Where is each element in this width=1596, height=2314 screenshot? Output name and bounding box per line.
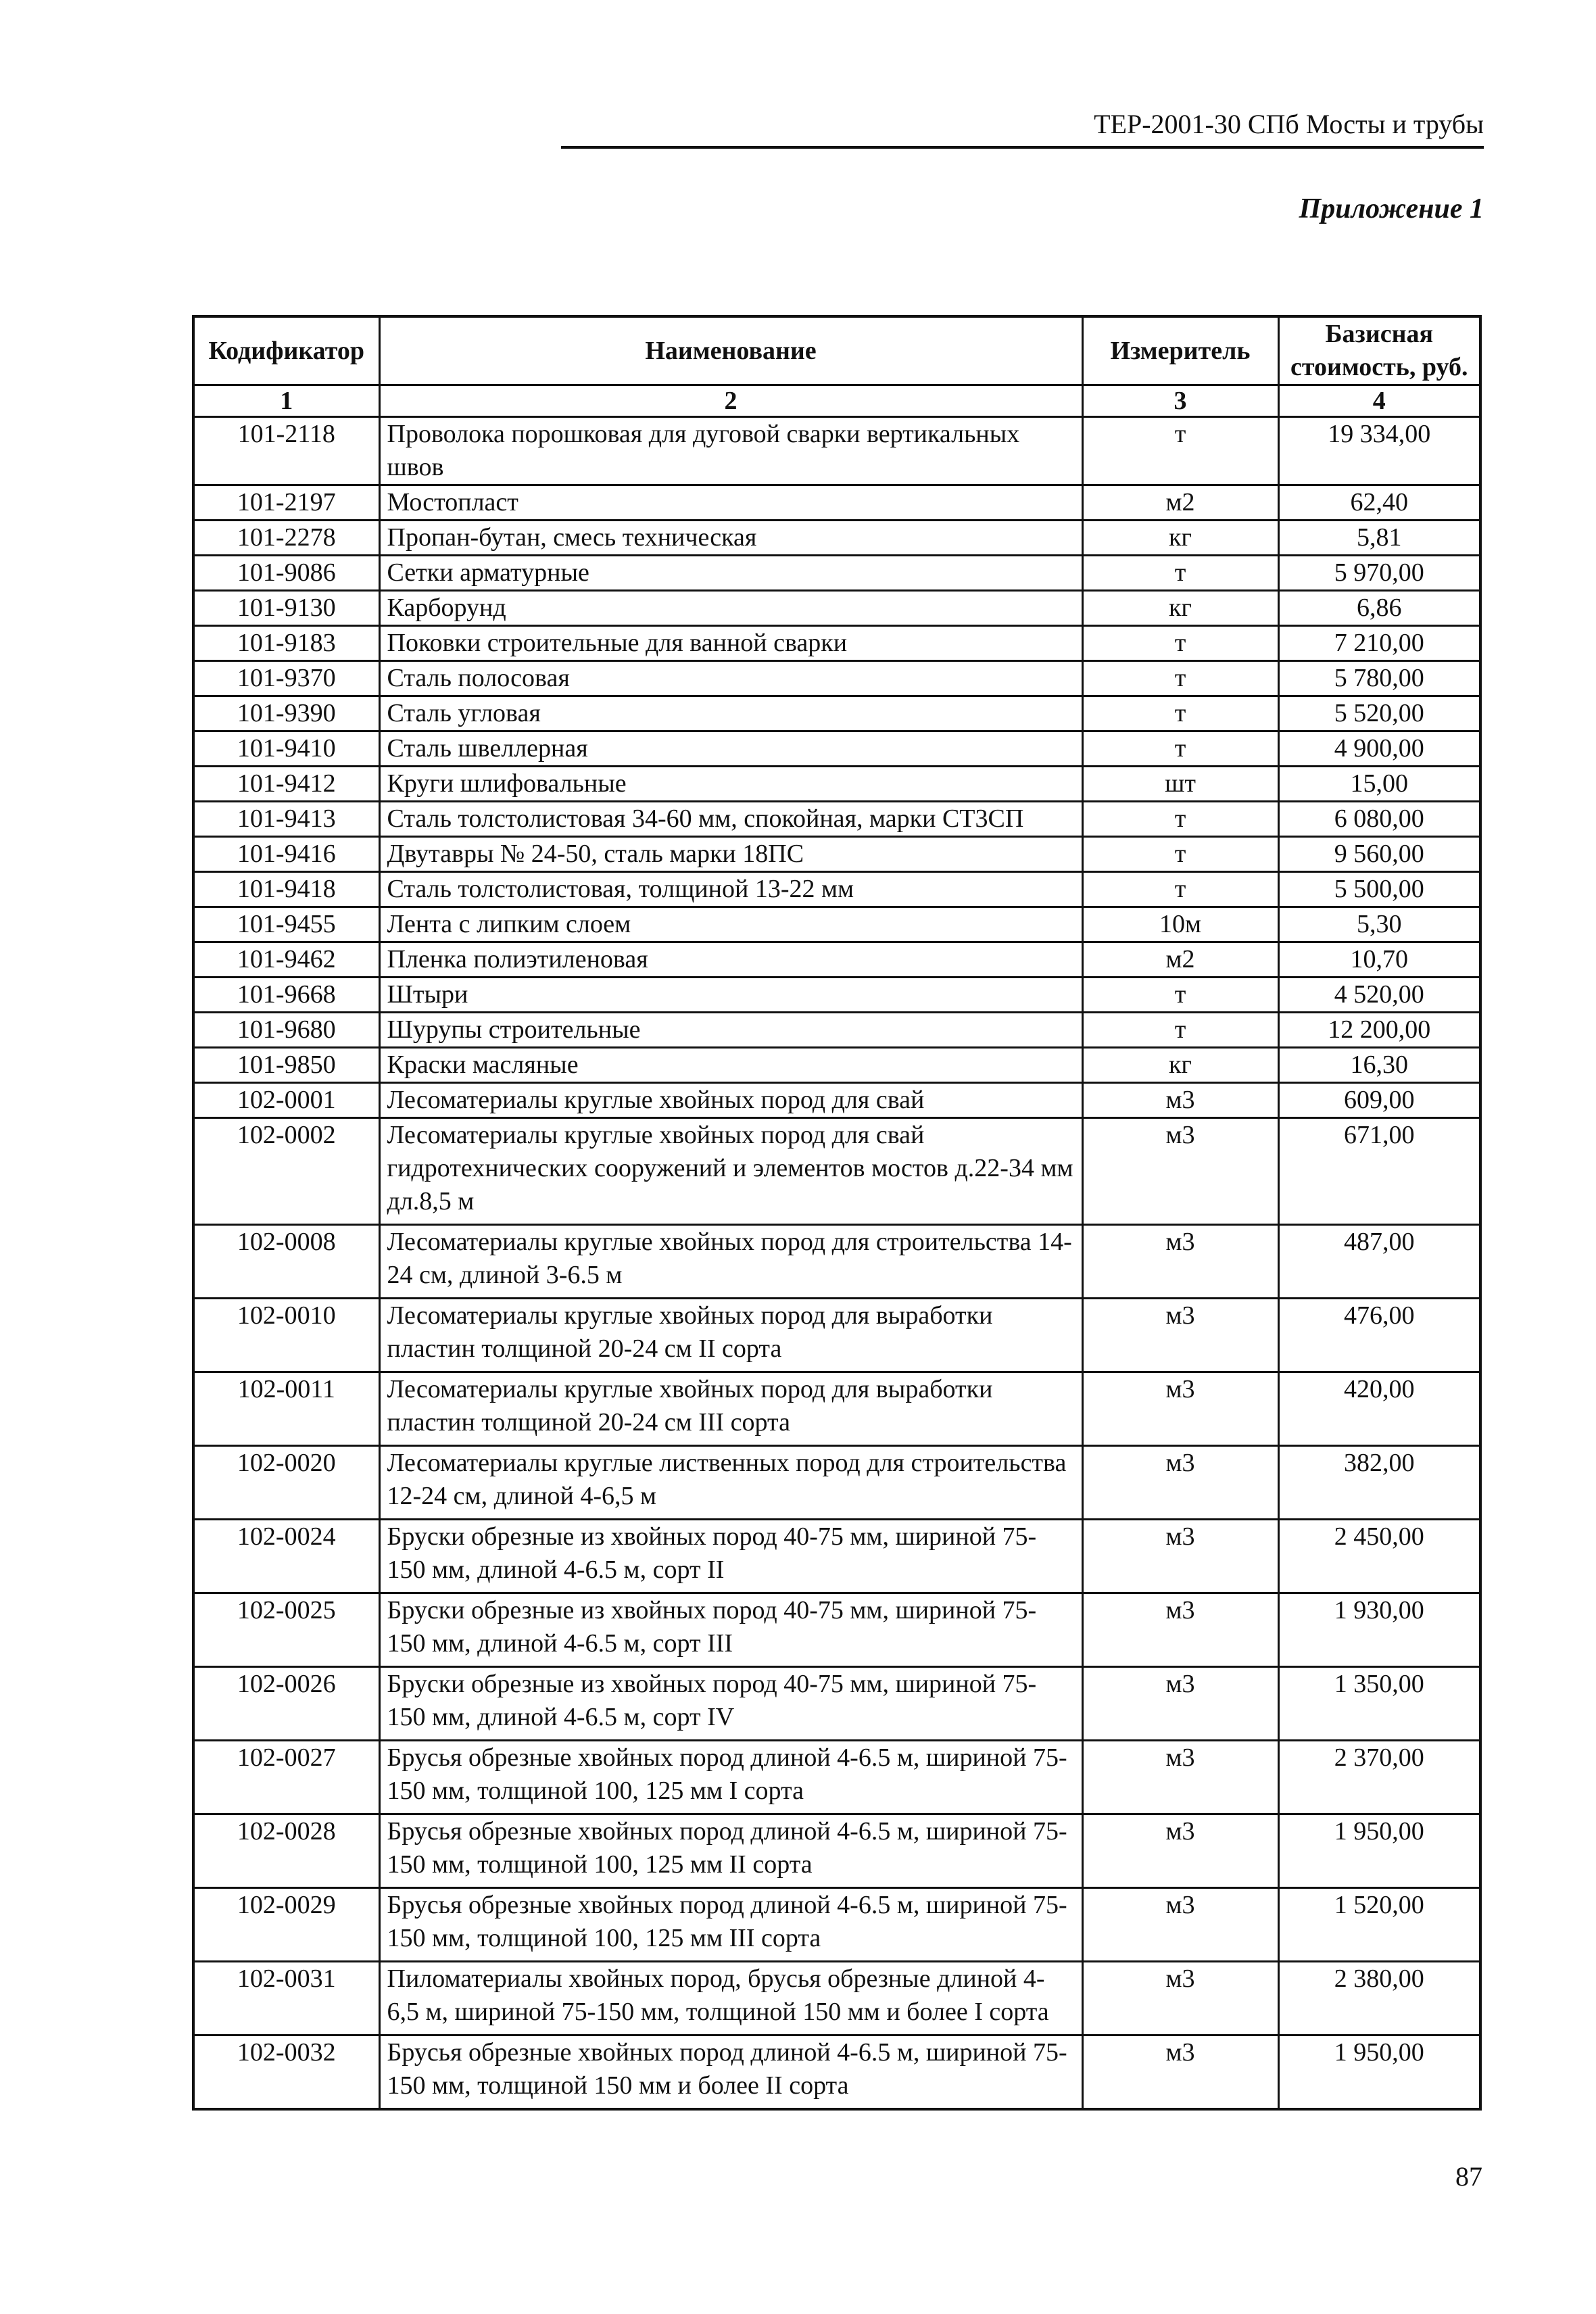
- table-row: [193, 1083, 1480, 1118]
- table-row: [193, 1048, 1480, 1083]
- code-cell: 101-9668: [193, 978, 379, 1013]
- price-cell: 5,30: [1278, 907, 1480, 942]
- name-cell: Бруски обрезные из хвойных пород 40-75 мм, шириной 75-150 мм, длиной 4-6.5 м, сорт III: [379, 1593, 1082, 1667]
- table-row: [193, 872, 1480, 907]
- code-cell: 101-9410: [193, 731, 379, 767]
- code-cell: 101-9462: [193, 942, 379, 978]
- name-cell: Проволока порошковая для дуговой сварки вертикальных швов: [379, 417, 1082, 485]
- price-cell: 420,00: [1278, 1372, 1480, 1446]
- unit-cell: кг: [1082, 521, 1278, 556]
- column-number: 4: [1278, 385, 1480, 417]
- code-cell: 101-9680: [193, 1013, 379, 1048]
- name-cell: Бруски обрезные из хвойных пород 40-75 мм, шириной 75-150 мм, длиной 4-6.5 м, сорт IV: [379, 1667, 1082, 1741]
- price-cell: 5 780,00: [1278, 661, 1480, 696]
- name-cell: Лесоматериалы круглые хвойных пород для свай: [379, 1083, 1082, 1118]
- code-cell: 102-0032: [193, 2035, 379, 2110]
- unit-cell: т: [1082, 872, 1278, 907]
- price-cell: 487,00: [1278, 1225, 1480, 1299]
- price-cell: 2 450,00: [1278, 1520, 1480, 1593]
- column-number: 2: [379, 385, 1082, 417]
- price-cell: 1 950,00: [1278, 1814, 1480, 1888]
- code-cell: 102-0027: [193, 1741, 379, 1814]
- price-cell: 476,00: [1278, 1299, 1480, 1372]
- name-cell: Брусья обрезные хвойных пород длиной 4-6.5 м, шириной 75-150 мм, толщиной 100, 125 мм III сорта: [379, 1888, 1082, 1962]
- code-cell: 101-9455: [193, 907, 379, 942]
- name-cell: Поковки строительные для ванной сварки: [379, 626, 1082, 661]
- column-number-row: [193, 385, 1480, 417]
- name-cell: Карборунд: [379, 591, 1082, 626]
- code-cell: 102-0031: [193, 1962, 379, 2035]
- code-cell: 101-9130: [193, 591, 379, 626]
- table-row: [193, 837, 1480, 872]
- price-cell: 4 900,00: [1278, 731, 1480, 767]
- table-row: [193, 1962, 1480, 2035]
- unit-cell: м3: [1082, 1225, 1278, 1299]
- table-row: [193, 1372, 1480, 1446]
- price-cell: 1 950,00: [1278, 2035, 1480, 2110]
- table-body: [193, 417, 1480, 2110]
- unit-cell: т: [1082, 696, 1278, 731]
- price-cell: 12 200,00: [1278, 1013, 1480, 1048]
- unit-cell: м3: [1082, 1667, 1278, 1741]
- code-cell: 102-0008: [193, 1225, 379, 1299]
- table-row: [193, 802, 1480, 837]
- column-header-price: Базисная стоимость, руб.: [1278, 316, 1480, 385]
- unit-cell: м3: [1082, 1888, 1278, 1962]
- document-title: ТЕР-2001-30 СПб Мосты и трубы: [1094, 109, 1484, 139]
- unit-cell: кг: [1082, 1048, 1278, 1083]
- name-cell: Лесоматериалы круглые хвойных пород для выработки пластин толщиной 20-24 см III сорта: [379, 1372, 1082, 1446]
- table-row: [193, 696, 1480, 731]
- price-cell: 671,00: [1278, 1118, 1480, 1225]
- price-cell: 5 970,00: [1278, 556, 1480, 591]
- table-row: [193, 1225, 1480, 1299]
- price-cell: 5 500,00: [1278, 872, 1480, 907]
- name-cell: Лесоматериалы круглые хвойных пород для выработки пластин толщиной 20-24 см II сорта: [379, 1299, 1082, 1372]
- table-row: [193, 626, 1480, 661]
- price-cell: 10,70: [1278, 942, 1480, 978]
- unit-cell: м3: [1082, 2035, 1278, 2110]
- price-cell: 62,40: [1278, 485, 1480, 521]
- unit-cell: т: [1082, 556, 1278, 591]
- price-cell: 1 520,00: [1278, 1888, 1480, 1962]
- table-row: [193, 591, 1480, 626]
- name-cell: Пиломатериалы хвойных пород, брусья обрезные длиной 4-6,5 м, шириной 75-150 мм, толщиной 150 мм и более I сорта: [379, 1962, 1082, 2035]
- name-cell: Штыри: [379, 978, 1082, 1013]
- price-cell: 1 930,00: [1278, 1593, 1480, 1667]
- name-cell: Сталь толстолистовая 34-60 мм, спокойная, марки СТ3СП: [379, 802, 1082, 837]
- column-header-unit: Измеритель: [1082, 316, 1278, 385]
- table-row: [193, 1520, 1480, 1593]
- name-cell: Краски масляные: [379, 1048, 1082, 1083]
- price-table: [192, 315, 1482, 2111]
- code-cell: 101-9370: [193, 661, 379, 696]
- table-row: [193, 731, 1480, 767]
- price-cell: 609,00: [1278, 1083, 1480, 1118]
- name-cell: Брусья обрезные хвойных пород длиной 4-6.5 м, шириной 75-150 мм, толщиной 150 мм и более II сорта: [379, 2035, 1082, 2110]
- price-cell: 6 080,00: [1278, 802, 1480, 837]
- table-row: [193, 1814, 1480, 1888]
- appendix-label: Приложение 1: [1299, 193, 1484, 224]
- price-cell: 9 560,00: [1278, 837, 1480, 872]
- price-table-container: [192, 315, 1479, 2111]
- table-row: [193, 661, 1480, 696]
- unit-cell: м2: [1082, 942, 1278, 978]
- name-cell: Сетки арматурные: [379, 556, 1082, 591]
- document-header: [561, 108, 1484, 149]
- unit-cell: м3: [1082, 1741, 1278, 1814]
- column-number: 1: [193, 385, 379, 417]
- name-cell: Лента с липким слоем: [379, 907, 1082, 942]
- table-row: [193, 1446, 1480, 1520]
- unit-cell: м3: [1082, 1593, 1278, 1667]
- table-row: [193, 2035, 1480, 2110]
- code-cell: 102-0011: [193, 1372, 379, 1446]
- code-cell: 101-9183: [193, 626, 379, 661]
- unit-cell: шт: [1082, 767, 1278, 802]
- code-cell: 101-9390: [193, 696, 379, 731]
- unit-cell: т: [1082, 626, 1278, 661]
- name-cell: Пленка полиэтиленовая: [379, 942, 1082, 978]
- price-cell: 382,00: [1278, 1446, 1480, 1520]
- table-row: [193, 1118, 1480, 1225]
- price-cell: 1 350,00: [1278, 1667, 1480, 1741]
- code-cell: 102-0001: [193, 1083, 379, 1118]
- price-cell: 15,00: [1278, 767, 1480, 802]
- name-cell: Брусья обрезные хвойных пород длиной 4-6.5 м, шириной 75-150 мм, толщиной 100, 125 мм I сорта: [379, 1741, 1082, 1814]
- unit-cell: т: [1082, 802, 1278, 837]
- code-cell: 102-0020: [193, 1446, 379, 1520]
- unit-cell: м3: [1082, 1118, 1278, 1225]
- unit-cell: т: [1082, 978, 1278, 1013]
- name-cell: Сталь толстолистовая, толщиной 13-22 мм: [379, 872, 1082, 907]
- unit-cell: кг: [1082, 591, 1278, 626]
- code-cell: 101-9416: [193, 837, 379, 872]
- table-row: [193, 485, 1480, 521]
- name-cell: Мостопласт: [379, 485, 1082, 521]
- name-cell: Лесоматериалы круглые хвойных пород для строительства 14-24 см, длиной 3-6.5 м: [379, 1225, 1082, 1299]
- code-cell: 102-0010: [193, 1299, 379, 1372]
- price-cell: 5,81: [1278, 521, 1480, 556]
- name-cell: Сталь швеллерная: [379, 731, 1082, 767]
- code-cell: 101-2278: [193, 521, 379, 556]
- unit-cell: м3: [1082, 1372, 1278, 1446]
- price-cell: 16,30: [1278, 1048, 1480, 1083]
- code-cell: 101-9418: [193, 872, 379, 907]
- code-cell: 101-9412: [193, 767, 379, 802]
- code-cell: 101-9086: [193, 556, 379, 591]
- code-cell: 102-0026: [193, 1667, 379, 1741]
- name-cell: Бруски обрезные из хвойных пород 40-75 мм, шириной 75-150 мм, длиной 4-6.5 м, сорт II: [379, 1520, 1082, 1593]
- page-number: 87: [1455, 2161, 1482, 2192]
- unit-cell: м3: [1082, 1520, 1278, 1593]
- table-row: [193, 1593, 1480, 1667]
- table-row: [193, 767, 1480, 802]
- name-cell: Лесоматериалы круглые хвойных пород для свай гидротехнических сооружений и элементов мостов д.22-34 мм дл.8,5 м: [379, 1118, 1082, 1225]
- unit-cell: м3: [1082, 1962, 1278, 2035]
- table-row: [193, 942, 1480, 978]
- price-cell: 7 210,00: [1278, 626, 1480, 661]
- code-cell: 102-0002: [193, 1118, 379, 1225]
- unit-cell: м3: [1082, 1446, 1278, 1520]
- table-row: [193, 417, 1480, 485]
- unit-cell: т: [1082, 837, 1278, 872]
- name-cell: Пропан-бутан, смесь техническая: [379, 521, 1082, 556]
- code-cell: 102-0029: [193, 1888, 379, 1962]
- table-row: [193, 1013, 1480, 1048]
- code-cell: 102-0028: [193, 1814, 379, 1888]
- price-cell: 19 334,00: [1278, 417, 1480, 485]
- table-row: [193, 907, 1480, 942]
- unit-cell: т: [1082, 417, 1278, 485]
- unit-cell: т: [1082, 661, 1278, 696]
- table-row: [193, 1299, 1480, 1372]
- unit-cell: т: [1082, 1013, 1278, 1048]
- table-row: [193, 1888, 1480, 1962]
- price-cell: 5 520,00: [1278, 696, 1480, 731]
- name-cell: Двутавры № 24-50, сталь марки 18ПС: [379, 837, 1082, 872]
- unit-cell: т: [1082, 731, 1278, 767]
- price-cell: 2 380,00: [1278, 1962, 1480, 2035]
- code-cell: 101-2197: [193, 485, 379, 521]
- column-header-name: Наименование: [379, 316, 1082, 385]
- code-cell: 101-2118: [193, 417, 379, 485]
- column-number: 3: [1082, 385, 1278, 417]
- table-row: [193, 521, 1480, 556]
- name-cell: Брусья обрезные хвойных пород длиной 4-6.5 м, шириной 75-150 мм, толщиной 100, 125 мм II сорта: [379, 1814, 1082, 1888]
- name-cell: Круги шлифовальные: [379, 767, 1082, 802]
- unit-cell: 10м: [1082, 907, 1278, 942]
- code-cell: 101-9413: [193, 802, 379, 837]
- unit-cell: м3: [1082, 1299, 1278, 1372]
- table-row: [193, 556, 1480, 591]
- code-cell: 101-9850: [193, 1048, 379, 1083]
- unit-cell: м3: [1082, 1814, 1278, 1888]
- name-cell: Лесоматериалы круглые лиственных пород для строительства 12-24 см, длиной 4-6,5 м: [379, 1446, 1082, 1520]
- code-cell: 102-0025: [193, 1593, 379, 1667]
- column-header-code: Кодификатор: [193, 316, 379, 385]
- price-cell: 6,86: [1278, 591, 1480, 626]
- table-row: [193, 978, 1480, 1013]
- table-header-row: [193, 316, 1480, 385]
- code-cell: 102-0024: [193, 1520, 379, 1593]
- name-cell: Шурупы строительные: [379, 1013, 1082, 1048]
- table-row: [193, 1741, 1480, 1814]
- price-cell: 2 370,00: [1278, 1741, 1480, 1814]
- table-row: [193, 1667, 1480, 1741]
- price-cell: 4 520,00: [1278, 978, 1480, 1013]
- name-cell: Сталь угловая: [379, 696, 1082, 731]
- unit-cell: м2: [1082, 485, 1278, 521]
- name-cell: Сталь полосовая: [379, 661, 1082, 696]
- unit-cell: м3: [1082, 1083, 1278, 1118]
